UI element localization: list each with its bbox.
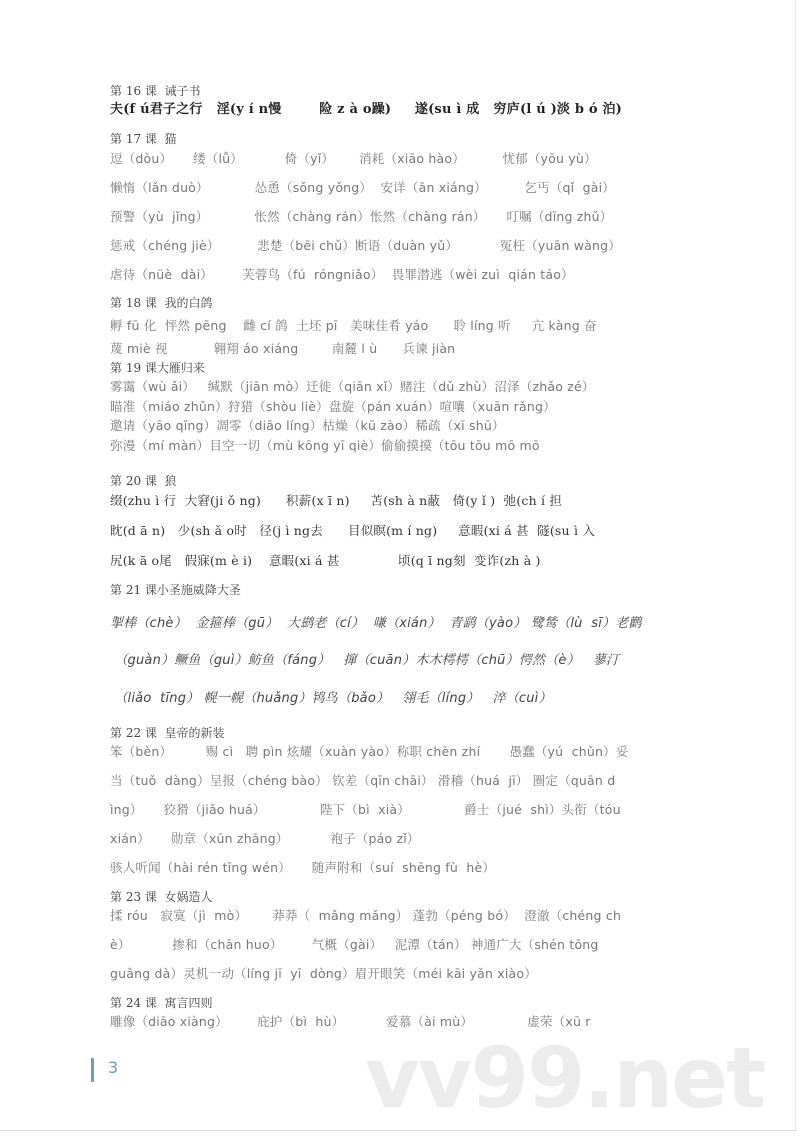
vocabulary-line: è） 掺和（chān huo） 气概（gài） 泥潭（tán） 神通广大（shén tōng [110, 937, 599, 952]
lesson-heading: 第 20 课 狼 [110, 474, 177, 488]
lesson-heading: 第 18 课 我的白鸽 [110, 296, 213, 310]
vocabulary-line: （guàn）鳜鱼（guì）鲂鱼（fáng） 撺（cuān）木木樗樗（chū）愕然（è） 蓼汀 [110, 653, 620, 668]
watermark: vv99.net [365, 1029, 765, 1127]
vocabulary-line: 孵 fū 化 怦然 pēng 雌 cí 鸽 土坯 pī 美味佳肴 yáo 聆 líng 听 亢 kàng 奋 [110, 318, 597, 333]
vocabulary-line: xián） 勋章（xūn zhāng） 袍子（páo zǐ） [110, 831, 420, 846]
vocabulary-line: 懒惰（lǎn duò） 怂恿（sǒng yǒng） 安详（ān xiáng） 乞丐（qǐ gài） [110, 180, 616, 195]
vocabulary-line: 雾霭（wù ǎi） 缄默（jiān mò）迁徙（qiān xǐ）赌注（dǔ zhù）沼泽（zhǎo zé） [110, 379, 595, 394]
vocabulary-line: 当（tuǒ dàng）呈报（chéng bào） 钦差（qīn chāi） 滑稽（huá jī） 圈定（quān d [110, 773, 616, 788]
vocabulary-line: 逗（dòu） 缕（lǚ） 倚（yǐ） 消耗（xiāo hào） 忧郁（yōu yù） [110, 151, 597, 166]
vocabulary-line: guǎng dà）灵机一动（líng jī yī dòng）眉开眼笑（méi kāi yǎn xiào） [110, 966, 537, 981]
vocabulary-line: 虐待（nüè dài） 芙蓉鸟（fú róngniǎo） 畏罪潜逃（wèi zuì qián táo） [110, 267, 574, 282]
lesson-heading: 第 16 课 诫子书 [110, 84, 201, 98]
lesson-heading: 第 19 课大雁归来 [110, 361, 205, 375]
vocabulary-line: 弥漫（mí màn）目空一切（mù kōng yī qiè）偷偷摸摸（tōu tōu mō mō [110, 438, 540, 453]
vocabulary-line: 揉 róu 寂寞（jì mò） 莽莽（ mǎng mǎng） 蓬勃（péng bó） 澄澈（chéng ch [110, 908, 622, 923]
page-number-accent-bar [91, 1058, 94, 1082]
vocabulary-line: 笨（bèn） 赐 cì 聘 pìn 炫耀（xuàn yào）称职 chèn zhí 愚蠢（yú chǔn）妥 [110, 744, 629, 759]
lesson-heading: 第 24 课 寓言四则 [110, 996, 213, 1010]
lesson-heading: 第 23 课 女娲造人 [110, 890, 213, 904]
vocabulary-line: 蔑 miè 视 翱翔 áo xiáng 南麓 l ù 兵谏 jiàn [110, 341, 456, 356]
vocabulary-line: 眈(d ā n) 少(sh ǎ o时 径(j ì ng去 目似瞑(m í ng) 意暇(xi á 甚 隧(su ì 入 [110, 523, 596, 538]
vocabulary-line: ìng） 狡猾（jiǎo huá） 陛下（bì xià） 爵士（jué shì）头衔（tóu [110, 802, 621, 817]
lesson-heading: 第 22 课 皇帝的新装 [110, 726, 225, 740]
vocabulary-line: 邀请（yāo qǐng）凋零（diāo líng）枯燥（kū zào）稀疏（xī shū） [110, 418, 505, 433]
vocabulary-line: 骇人听闻（hài rén tīng wén） 随声附和（suí shēng fù hè） [110, 860, 496, 875]
lesson-heading: 第 21 课小圣施威降大圣 [110, 583, 241, 597]
vocabulary-line: 瞄准（miáo zhǔn）狩猎（shòu liè）盘旋（pán xuán）喧嚷（xuān rǎng） [110, 399, 556, 414]
page-number: 3 [108, 1058, 119, 1077]
vocabulary-line: 尻(k ā o尾 假寐(m è i) 意暇(xi á 甚 顷(q ī ng刻 变诈(zh à ) [110, 553, 541, 568]
vocabulary-line: 预警（yù jǐng） 怅然（chàng rán）怅然（chàng rán） 叮嘱（dīng zhǔ） [110, 209, 613, 224]
vocabulary-line: 雕像（diāo xiàng） 庇护（bì hù） 爱慕（ài mù） 虚荣（xū r [110, 1014, 591, 1029]
vocabulary-line: 惩戒（chéng jiè） 悲楚（bēi chǔ）断语（duàn yǔ） 冤枉（yuān wàng） [110, 238, 621, 253]
vocabulary-line: 夫(f ú君子之行 淫(y í n慢 险 z à o躁) 遂(su ì 成 穷庐(l ú )淡 b ó 泊) [110, 102, 623, 117]
vocabulary-line: 缀(zhu ì 行 大窘(ji ǒ ng) 积薪(x ī n) 苫(sh à n蔽 倚(y ǐ ) 弛(ch í 担 [110, 493, 563, 508]
vocabulary-line: 掣棒（chè） 金箍棒（gū） 大鹚老（cí） 嗛（xián） 青鹞（yào） 鹭鸶（lù sī）老鹳 [110, 616, 642, 631]
lesson-heading: 第 17 课 猫 [110, 132, 177, 146]
vocabulary-line: （liǎo tīng） 幌一幌（huǎng）鸨鸟（bǎo） 翎毛（líng） 淬（cuì） [110, 691, 552, 706]
